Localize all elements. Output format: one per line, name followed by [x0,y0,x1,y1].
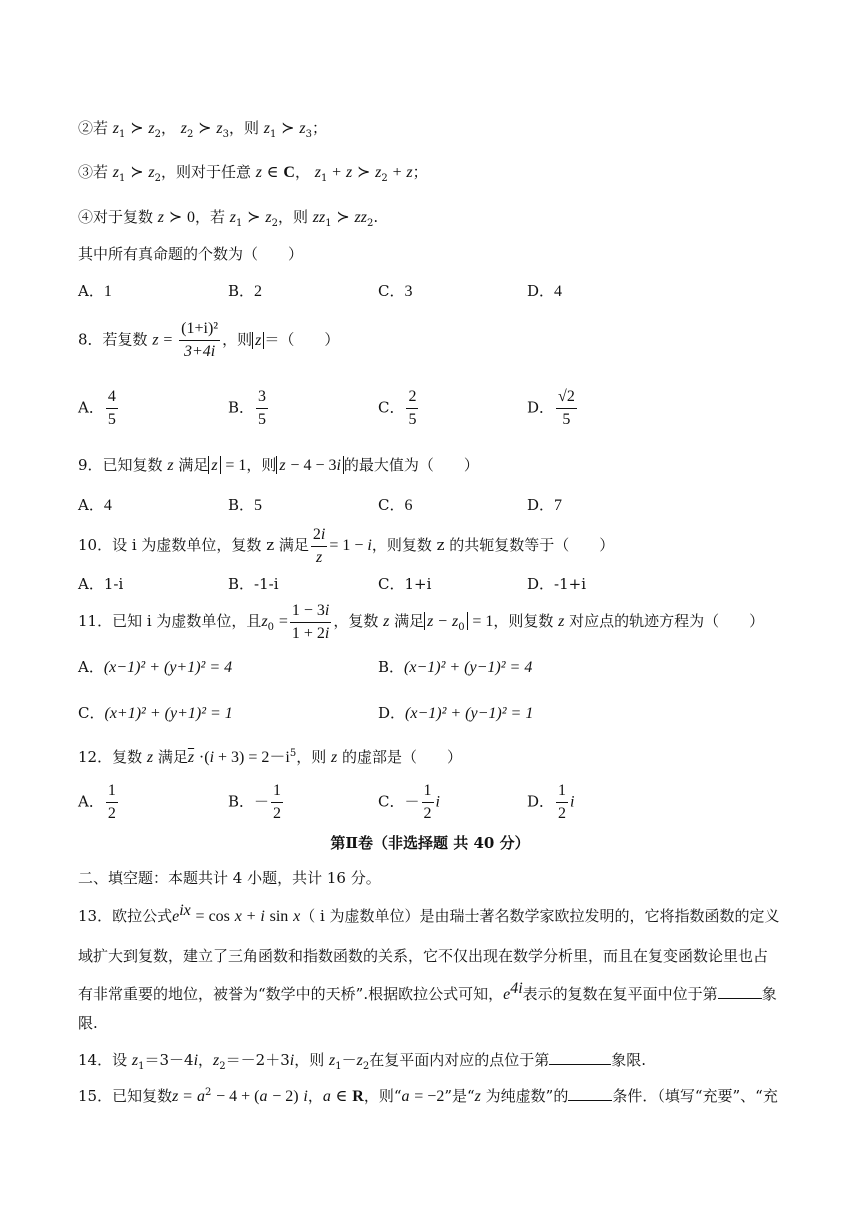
q10-option-d[interactable]: D．-1+i [527,575,587,593]
text: 若 [93,119,113,137]
q11-option-a[interactable]: A．(x−1)² + (y+1)² = 4 [78,658,233,676]
text: ， [160,119,176,137]
text: ； [311,119,327,137]
q9-option-b[interactable]: B．5 [228,496,263,514]
text: 对于复数 [93,208,158,226]
answer-blank[interactable] [549,1050,611,1065]
question-13-line-4: 限. [78,1014,98,1032]
q8-fraction: $\frac{\text{(1+i)²}}{3+4i}$ [181,320,219,360]
section-intro: 二、填空题：本题共计 4 小题，共计 16 分。 [78,869,381,887]
text: ， [294,163,310,181]
q11-option-d[interactable]: D．(x−1)² + (y−1)² = 1 [378,704,534,722]
q10-option-c[interactable]: C．1+i [378,575,432,593]
q7-option-d[interactable]: D．4 [527,282,563,300]
q10-option-b[interactable]: B．-1-i [228,575,279,593]
question-13-line-2: 域扩大到复数，建立了三角函数和指数函数的关系，它不仅出现在数学分析里，而且在复变函数论里也占 [78,947,769,965]
question-9: 9．已知复数 z 满足 z = 1，则 z − 4 − 3i 的最大值为（ ） [78,456,479,474]
q8-option-b[interactable]: B． $\frac{3}{5}$ [228,388,267,428]
question-number: 9． [78,456,103,474]
question-number: 13． [78,907,113,925]
q7-option-a[interactable]: A．1 [78,282,112,300]
question-10: 10．设 i 为虚数单位，复数 z 满足 $\frac{2i}{z}$ = 1 − i，则复数 z 的共轭复数等于（ ） [78,525,615,566]
question-11: 11．已知 i 为虚数单位，且$z_0$ = $\frac{1 - 3i}{1 + 2i}$ ，复数 z 满足 $z - z_0 = 1$，则复数 z 对应点的轨迹方程为（ ） [78,601,765,642]
text: . [373,208,379,226]
text: ； [412,163,428,181]
q12-option-c[interactable]: C．－ $\frac{1}{2}$ i [378,782,440,822]
q12-option-b[interactable]: B．－ $\frac{1}{2}$ [228,782,282,822]
question-12: 12．复数 z 满足$\overline{z} \cdot(i + 3) = 2-i^5$，则 z 的虚部是（ ） [78,748,463,766]
statement-number: ③ [78,163,94,181]
question-number: 15． [78,1087,113,1105]
text: ，则对于任意 [160,163,256,181]
q9-option-c[interactable]: C．6 [378,496,413,514]
q8-option-a[interactable]: A． $\frac{4}{5}$ [78,388,116,428]
statement-2: ②若 $z_1$ ≻ $z_2$， $z_2$ ≻ $z_3$，则 $z_1$ ≻ $z_3$； [78,119,327,140]
statement-number: ④ [78,208,94,226]
statement-number: ② [78,119,94,137]
question-13-line-1: 13．欧拉公式$e^{ix} = \cos x + i$ sin x（ i 为虚数单位）是由瑞士著名数学家欧拉发明的，它将指数函数的定义 [78,902,780,925]
q7-option-c[interactable]: C．3 [378,282,413,300]
q8-option-d[interactable]: D． $\frac{√2}{5}$ [527,388,575,428]
q8-option-c[interactable]: C． $\frac{2}{5}$ [378,388,417,428]
question-number: 8． [78,330,103,349]
q12-option-a[interactable]: A． $\frac{1}{2}$ [78,782,116,822]
text: ，则 [228,119,264,137]
q10-option-a[interactable]: A．1-i [78,575,124,593]
question-8: 8．若复数 z = $\frac{\text{(1+i)²}}{3+4i}$ ，则 z ＝（ ） [78,320,340,360]
text: ，若 [195,208,230,226]
question-number: 11． [78,612,113,630]
text: 若 [93,163,113,181]
question-number: 12． [78,748,113,766]
answer-blank[interactable] [718,984,762,999]
question-14: 14．设 $z_1=3-4i$，$z_2=-2+3i$，则 $z_1-z_2$在复平面内对应的点位于第 象限. [78,1051,647,1072]
text: ，则 [277,208,313,226]
question-number: 10． [78,536,113,554]
q12-option-d[interactable]: D． $\frac{1}{2}$ i [527,782,575,822]
q7-option-b[interactable]: B．2 [228,282,263,300]
section-title: 第Ⅱ卷（非选择题 共 40 分） [330,834,530,852]
statement-4: ④对于复数 z ≻ 0，若 $z_1$ ≻ $z_2$，则 $zz_1$ ≻ $zz_2$. [78,208,379,229]
question-15: 15．已知复数$z = a^2 - 4 + (a - 2)$ i，a ∈ R，则“a = −2”是“z 为纯虚数”的 条件．（填写“充要”、“充 [78,1087,778,1105]
q9-option-a[interactable]: A．4 [78,496,112,514]
answer-blank[interactable] [568,1086,612,1101]
question-7-ask: 其中所有真命题的个数为（ ） [78,245,304,263]
q11-option-b[interactable]: B．(x−1)² + (y−1)² = 4 [378,658,533,676]
question-13-line-3: 有非常重要的地位，被誉为“数学中的天桥”.根据欧拉公式可知，$e^{4i}$表示的复数在复平面中位于第 象 [78,980,777,1003]
q9-option-d[interactable]: D．7 [527,496,563,514]
question-number: 14． [78,1051,113,1069]
q11-option-c[interactable]: C．(x+1)² + (y+1)² = 1 [78,704,233,722]
statement-3: ③若 $z_1$ ≻ $z_2$，则对于任意 z ∈ C， $z_1 + z$ ≻ $z_2 + z$； [78,163,428,184]
